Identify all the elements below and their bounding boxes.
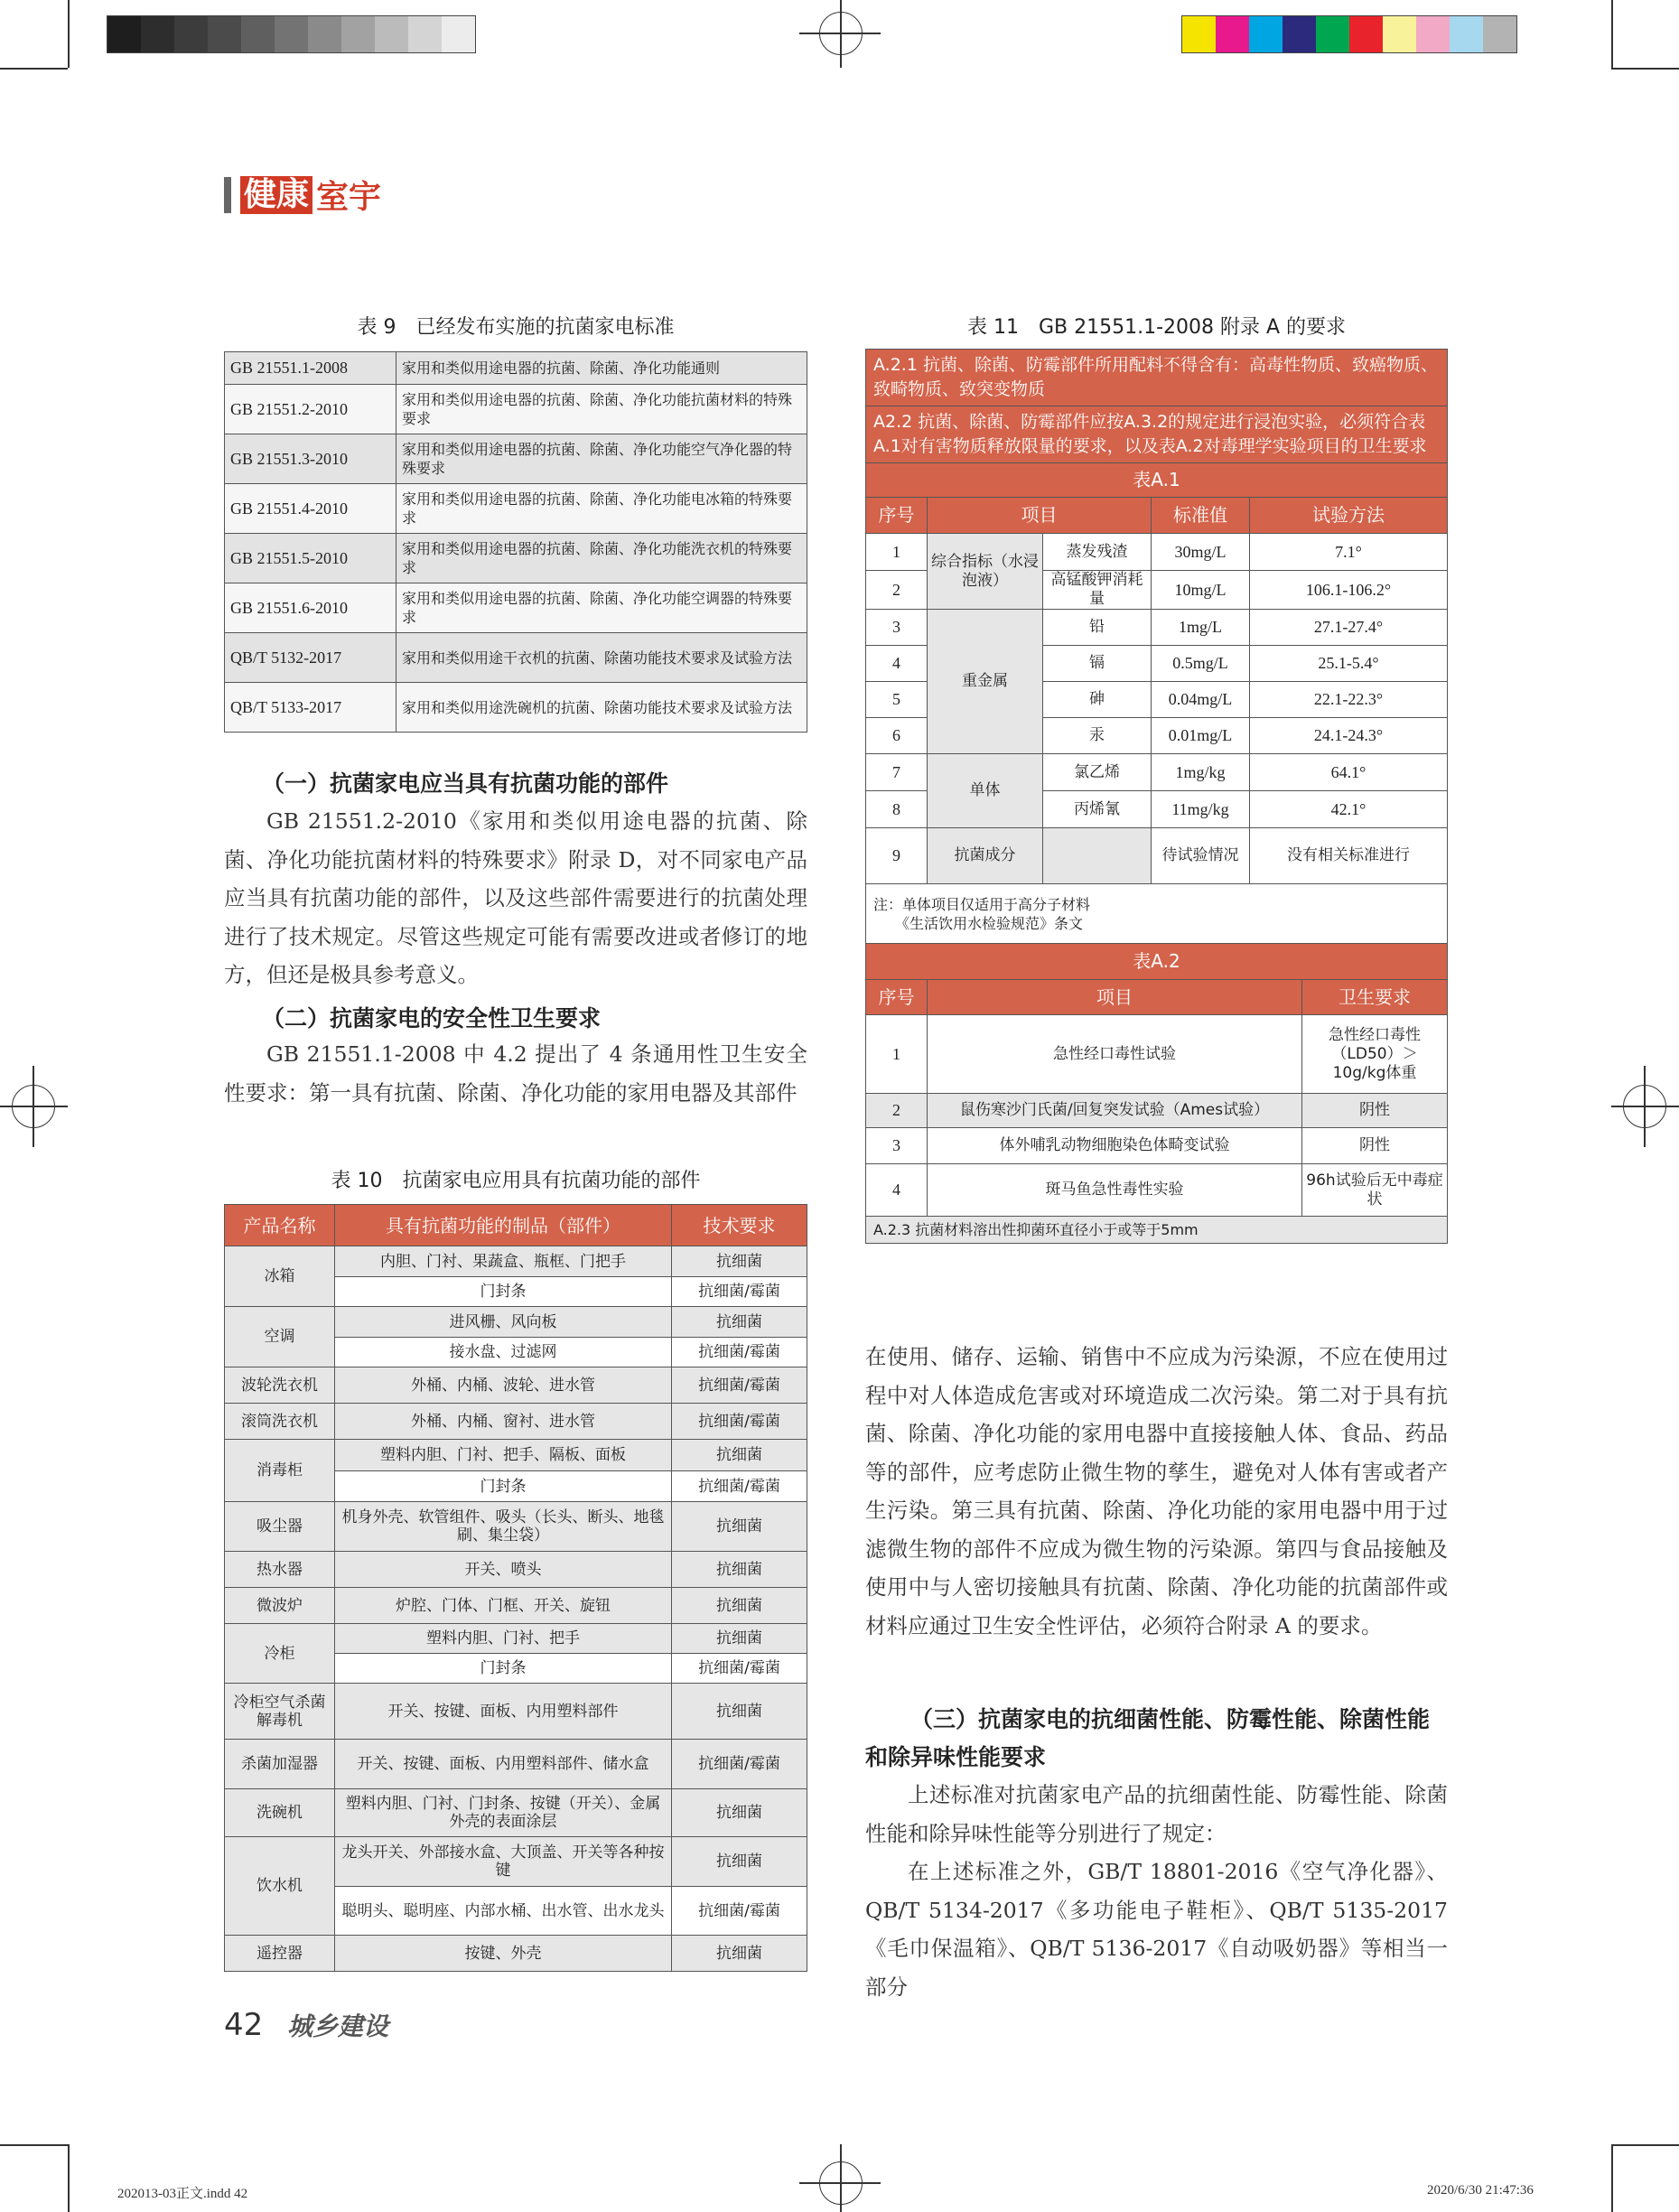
registration-mark — [33, 1066, 34, 1147]
requirement-cell: 抗细菌/霉菌 — [672, 1338, 807, 1367]
table-cell: GB 21551.2-2010 — [225, 385, 396, 434]
crop-mark — [1611, 2144, 1679, 2146]
requirement-cell: 抗细菌 — [672, 1837, 807, 1887]
table-cell: 家用和类似用途干衣机的抗菌、除菌功能技术要求及试验方法 — [396, 633, 807, 683]
requirement-cell: 抗细菌 — [672, 1246, 807, 1277]
table-row — [866, 463, 1448, 498]
requirement-cell: 抗细菌 — [672, 1936, 807, 1972]
requirement-cell: 抗细菌 — [672, 1624, 807, 1654]
table-cell: GB 21551.1-2008 — [225, 352, 396, 385]
parts-cell: 塑料内胆、门衬、把手、隔板、面板 — [335, 1440, 672, 1471]
table-row — [866, 944, 1448, 980]
standard-cell: 待试验情况 — [1152, 828, 1250, 884]
table-row — [866, 1164, 1448, 1217]
table-a2-title: 表A.2 — [866, 944, 1448, 980]
table-row — [225, 1404, 807, 1440]
parts-cell: 机身外壳、软管组件、吸头（长头、断头、地毯刷、集尘袋） — [335, 1502, 672, 1552]
method-cell: 27.1-27.4° — [1250, 610, 1448, 646]
heading-performance-requirements: （三）抗菌家电的抗细菌性能、防霉性能、除菌性能和除异味性能要求 — [865, 1706, 1431, 1770]
column-header: 序号 — [866, 498, 928, 534]
table-row — [225, 1588, 807, 1624]
table10-caption: 表 10 抗菌家电应用具有抗菌功能的部件 — [331, 1170, 701, 1192]
registration-mark — [0, 1106, 68, 1107]
product-name: 冰箱 — [225, 1246, 335, 1307]
table-header-row — [866, 980, 1448, 1015]
table-row — [225, 1740, 807, 1789]
method-cell: 没有相关标准进行 — [1250, 828, 1448, 884]
requirement-cell: 抗细菌/霉菌 — [672, 1404, 807, 1440]
parts-cell: 外桶、内桶、窗衬、进水管 — [335, 1404, 672, 1440]
group-label: 重金属 — [928, 610, 1043, 754]
item-cell: 丙烯氰 — [1043, 791, 1152, 828]
product-name: 洗碗机 — [225, 1789, 335, 1837]
method-cell: 25.1-5.4° — [1250, 646, 1448, 682]
table-row — [866, 350, 1448, 406]
parts-cell: 外桶、内桶、波轮、进水管 — [335, 1367, 672, 1404]
heading-safety-hygiene: （二）抗菌家电的安全性卫生要求 — [262, 1005, 602, 1031]
table-row — [225, 1684, 807, 1740]
table-cell: GB 21551.6-2010 — [225, 583, 396, 633]
table-cell: 家用和类似用途电器的抗菌、除菌、净化功能空气净化器的特殊要求 — [396, 434, 807, 484]
table-row — [225, 1367, 807, 1404]
section-header-part1: 健康 — [240, 176, 312, 214]
item-cell: 蒸发残渣 — [1043, 534, 1152, 571]
table-row — [866, 1128, 1448, 1164]
column-header: 序号 — [866, 980, 928, 1015]
crop-mark — [1611, 68, 1679, 70]
table-row — [225, 1440, 807, 1471]
requirement-cell: 急性经口毒性（LD50）＞10g/kg体重 — [1302, 1015, 1448, 1094]
table-row — [866, 754, 1448, 791]
table-row — [225, 583, 807, 633]
table-cell: GB 21551.5-2010 — [225, 534, 396, 583]
requirement-cell: 抗细菌/霉菌 — [672, 1654, 807, 1684]
registration-mark — [1611, 1106, 1679, 1107]
page-number: 42 — [224, 2007, 264, 2043]
standard-cell: 0.01mg/L — [1152, 718, 1250, 754]
table-cell: 家用和类似用途洗碗机的抗菌、除菌功能技术要求及试验方法 — [396, 683, 807, 733]
parts-cell: 按键、外壳 — [335, 1936, 672, 1972]
table-row — [225, 1837, 807, 1887]
heading-antibacterial-parts: （一）抗菌家电应当具有抗菌功能的部件 — [262, 770, 669, 797]
row-number: 3 — [866, 610, 928, 646]
crop-mark — [1611, 0, 1613, 68]
item-cell: 斑马鱼急性毒性实验 — [928, 1164, 1302, 1217]
grayscale-bar — [107, 15, 476, 53]
table-header-row — [225, 1205, 807, 1246]
crop-mark — [0, 68, 68, 70]
item-cell: 镉 — [1043, 646, 1152, 682]
parts-cell: 开关、按键、面板、内用塑料部件、储水盒 — [335, 1740, 672, 1789]
table-row — [225, 385, 807, 434]
table-row — [866, 534, 1448, 571]
table-row — [866, 1015, 1448, 1094]
column-header: 具有抗菌功能的制品（部件） — [335, 1205, 672, 1246]
registration-mark — [840, 2144, 842, 2212]
table-row — [866, 828, 1448, 884]
table-cell: QB/T 5132-2017 — [225, 633, 396, 683]
paragraph: 在使用、储存、运输、销售中不应成为污染源，不应在使用过程中对人体造成危害或对环境造成二次污染。第二对于具有抗菌、除菌、净化功能的家用电器中直接接触人体、食品、药品等的部件，应考虑防止微生物的孳生，避免对人体有害或者产生污染。第三具有抗菌、除菌、净化功能的家用电器中用于过滤微生物的部件不应成为微生物的污染源。第四与食品接触及使用中与人密切接触具有抗菌、除菌、净化功能的抗菌部件或材料应通过卫生安全性评估，必须符合附录 A 的要求。 — [865, 1344, 1448, 1638]
table-cell: QB/T 5133-2017 — [225, 683, 396, 733]
table-footer-note: A.2.3 抗菌材料溶出性抑菌环直径小于或等于5mm — [866, 1217, 1448, 1244]
method-cell: 106.1-106.2° — [1250, 571, 1448, 610]
crop-mark — [0, 2144, 68, 2146]
requirement-cell: 抗细菌/霉菌 — [672, 1471, 807, 1502]
table-row — [225, 633, 807, 683]
column-header: 卫生要求 — [1302, 980, 1448, 1015]
requirement-cell: 抗细菌 — [672, 1307, 807, 1338]
row-number: 2 — [866, 1094, 928, 1128]
table11-caption: 表 11 GB 21551.1-2008 附录 A 的要求 — [966, 316, 1347, 339]
parts-cell: 炉腔、门体、门框、开关、旋钮 — [335, 1588, 672, 1624]
left-paragraph-1 — [224, 802, 807, 994]
group-label: 综合指标（水浸泡液） — [928, 534, 1043, 610]
crop-mark — [1611, 2144, 1613, 2212]
standard-cell: 11mg/kg — [1152, 791, 1250, 828]
parts-cell: 门封条 — [335, 1471, 672, 1502]
table-row — [225, 1502, 807, 1552]
left-paragraph-2 — [224, 1035, 807, 1112]
parts-cell: 开关、喷头 — [335, 1552, 672, 1588]
method-cell: 64.1° — [1250, 754, 1448, 791]
table-a1-title: 表A.1 — [866, 463, 1448, 498]
row-number: 7 — [866, 754, 928, 791]
parts-cell: 内胆、门衬、果蔬盒、瓶框、门把手 — [335, 1246, 672, 1277]
product-name: 冷柜 — [225, 1624, 335, 1684]
paragraph: GB 21551.2-2010《家用和类似用途电器的抗菌、除菌、净化功能抗菌材料的特殊要求》附录 D，对不同家电产品应当具有抗菌功能的部件，以及这些部件需要进行的抗菌处理进行了技术规定。尽管这些规定可能有需要改进或者修订的地方，但还是极具参考意义。 — [224, 808, 807, 987]
product-name: 饮水机 — [225, 1837, 335, 1936]
standard-cell: 0.5mg/L — [1152, 646, 1250, 682]
table-row — [225, 683, 807, 733]
parts-cell: 接水盘、过滤网 — [335, 1338, 672, 1367]
method-cell: 22.1-22.3° — [1250, 682, 1448, 718]
table-row — [866, 1217, 1448, 1244]
method-cell: 7.1° — [1250, 534, 1448, 571]
parts-cell: 门封条 — [335, 1277, 672, 1307]
requirement-cell: 阴性 — [1302, 1128, 1448, 1164]
right-paragraph-2 — [865, 1776, 1448, 2006]
product-name: 冷柜空气杀菌解毒机 — [225, 1684, 335, 1740]
row-number: 8 — [866, 791, 928, 828]
registration-mark — [1644, 1066, 1646, 1147]
item-cell: 体外哺乳动物细胞染色体畸变试验 — [928, 1128, 1302, 1164]
group-label: 抗菌成分 — [928, 828, 1043, 884]
section-header — [224, 172, 381, 218]
registration-mark — [799, 2182, 881, 2184]
requirement-cell: 抗细菌/霉菌 — [672, 1887, 807, 1936]
item-cell: 氯乙烯 — [1043, 754, 1152, 791]
section-header-bar — [224, 177, 231, 213]
table-cell: 家用和类似用途电器的抗菌、除菌、净化功能空调器的特殊要求 — [396, 583, 807, 633]
requirement-cell: 阴性 — [1302, 1094, 1448, 1128]
row-number: 5 — [866, 682, 928, 718]
standard-cell: 30mg/L — [1152, 534, 1250, 571]
parts-cell: 塑料内胆、门衬、把手 — [335, 1624, 672, 1654]
table-cell: GB 21551.3-2010 — [225, 434, 396, 484]
product-name: 吸尘器 — [225, 1502, 335, 1552]
product-name: 滚筒洗衣机 — [225, 1404, 335, 1440]
row-number: 1 — [866, 534, 928, 571]
item-cell: 高锰酸钾消耗量 — [1043, 571, 1152, 610]
slug-timestamp: 2020/6/30 21:47:36 — [1427, 2183, 1534, 2198]
item-cell: 铅 — [1043, 610, 1152, 646]
table11 — [865, 349, 1448, 1244]
table-header-row — [866, 498, 1448, 534]
note-line: 注：单体项目仅适用于高分子材料 — [873, 895, 1091, 913]
requirement-cell: 抗细菌 — [672, 1789, 807, 1837]
registration-mark — [840, 0, 842, 68]
table-row — [225, 434, 807, 484]
table-row — [225, 1624, 807, 1654]
table-row — [225, 1552, 807, 1588]
requirement-cell: 抗细菌/霉菌 — [672, 1277, 807, 1307]
item-cell: 砷 — [1043, 682, 1152, 718]
row-number: 6 — [866, 718, 928, 754]
requirement-cell: 抗细菌/霉菌 — [672, 1367, 807, 1404]
color-bar — [1181, 15, 1517, 53]
intro-a21: A.2.1 抗菌、除菌、防霉部件所用配料不得含有：高毒性物质、致癌物质、致畸物质、致突变物质 — [866, 350, 1448, 406]
table-row — [225, 1789, 807, 1837]
item-cell-empty — [1043, 828, 1152, 884]
item-cell: 急性经口毒性试验 — [928, 1015, 1302, 1094]
table-row — [225, 352, 807, 385]
product-name: 波轮洗衣机 — [225, 1367, 335, 1404]
requirement-cell: 抗细菌 — [672, 1440, 807, 1471]
row-number: 3 — [866, 1128, 928, 1164]
requirement-cell: 抗细菌 — [672, 1588, 807, 1624]
parts-cell: 进风栅、风向板 — [335, 1307, 672, 1338]
table9-caption: 表 9 已经发布实施的抗菌家电标准 — [357, 316, 675, 339]
parts-cell: 龙头开关、外部接水盒、大顶盖、开关等各种按键 — [335, 1837, 672, 1887]
table-cell: 家用和类似用途电器的抗菌、除菌、净化功能抗菌材料的特殊要求 — [396, 385, 807, 434]
row-number: 1 — [866, 1015, 928, 1094]
paragraph: 在上述标准之外，GB/T 18801-2016《空气净化器》、QB/T 5134-2017《多功能电子鞋柜》、QB/T 5135-2017《毛巾保温箱》、QB/T 5136-2017《自动吸奶器》等相当一部分 — [865, 1859, 1448, 2000]
method-cell: 42.1° — [1250, 791, 1448, 828]
standard-cell: 1mg/L — [1152, 610, 1250, 646]
column-header: 项目 — [928, 980, 1302, 1015]
requirement-cell: 抗细菌 — [672, 1684, 807, 1740]
product-name: 空调 — [225, 1307, 335, 1367]
table-note — [866, 884, 1448, 944]
parts-cell: 塑料内胆、门衬、门封条、按键（开关）、金属外壳的表面涂层 — [335, 1789, 672, 1837]
parts-cell: 聪明头、聪明座、内部水桶、出水管、出水龙头 — [335, 1887, 672, 1936]
table-row — [866, 610, 1448, 646]
column-header: 试验方法 — [1250, 498, 1448, 534]
note-line: 《生活饮用水检验规范》条文 — [873, 914, 1084, 932]
slug-filename: 202013-03正文.indd 42 — [117, 2187, 248, 2201]
method-cell: 24.1-24.3° — [1250, 718, 1448, 754]
requirement-cell: 96h试验后无中毒症状 — [1302, 1164, 1448, 1217]
row-number: 9 — [866, 828, 928, 884]
group-label: 单体 — [928, 754, 1043, 828]
table-cell: 家用和类似用途电器的抗菌、除菌、净化功能通则 — [396, 352, 807, 385]
table-row — [225, 1246, 807, 1277]
standard-cell: 1mg/kg — [1152, 754, 1250, 791]
parts-cell: 开关、按键、面板、内用塑料部件 — [335, 1684, 672, 1740]
intro-a22: A2.2 抗菌、除菌、防霉部件应按A.3.2的规定进行浸泡实验，必须符合表A.1对有害物质释放限量的要求，以及表A.2对毒理学实验项目的卫生要求 — [866, 406, 1448, 463]
right-paragraph-1 — [865, 1338, 1448, 1645]
column-header: 技术要求 — [672, 1205, 807, 1246]
product-name: 遥控器 — [225, 1936, 335, 1972]
product-name: 杀菌加湿器 — [225, 1740, 335, 1789]
paragraph: 上述标准对抗菌家电产品的抗细菌性能、防霉性能、除菌性能和除异味性能等分别进行了规定： — [865, 1782, 1448, 1846]
table-row — [866, 1094, 1448, 1128]
row-number: 4 — [866, 646, 928, 682]
parts-cell: 门封条 — [335, 1654, 672, 1684]
registration-mark — [799, 33, 881, 34]
magazine-name: 城乡建设 — [287, 2011, 389, 2041]
table-row — [866, 884, 1448, 944]
requirement-cell: 抗细菌/霉菌 — [672, 1740, 807, 1789]
column-header: 项目 — [928, 498, 1152, 534]
row-number: 4 — [866, 1164, 928, 1217]
column-header: 产品名称 — [225, 1205, 335, 1246]
crop-mark — [68, 2144, 70, 2212]
crop-mark — [68, 0, 70, 68]
section-header-part2: 室宇 — [316, 179, 382, 216]
requirement-cell: 抗细菌 — [672, 1502, 807, 1552]
table-row — [225, 534, 807, 583]
table9 — [224, 351, 807, 733]
table10 — [224, 1204, 807, 1972]
column-header: 标准值 — [1152, 498, 1250, 534]
item-cell: 鼠伤寒沙门氏菌/回复突发试验（Ames试验） — [928, 1094, 1302, 1128]
product-name: 微波炉 — [225, 1588, 335, 1624]
table-row — [225, 1307, 807, 1338]
standard-cell: 10mg/L — [1152, 571, 1250, 610]
product-name: 热水器 — [225, 1552, 335, 1588]
table-cell: GB 21551.4-2010 — [225, 484, 396, 534]
requirement-cell: 抗细菌 — [672, 1552, 807, 1588]
standard-cell: 0.04mg/L — [1152, 682, 1250, 718]
item-cell: 汞 — [1043, 718, 1152, 754]
row-number: 2 — [866, 571, 928, 610]
table-cell: 家用和类似用途电器的抗菌、除菌、净化功能洗衣机的特殊要求 — [396, 534, 807, 583]
table-row — [225, 484, 807, 534]
table-cell: 家用和类似用途电器的抗菌、除菌、净化功能电冰箱的特殊要求 — [396, 484, 807, 534]
paragraph: GB 21551.1-2008 中 4.2 提出了 4 条通用性卫生安全性要求：第一具有抗菌、除菌、净化功能的家用电器及其部件 — [224, 1041, 807, 1106]
product-name: 消毒柜 — [225, 1440, 335, 1502]
table-row — [225, 1936, 807, 1972]
table-row — [866, 406, 1448, 463]
